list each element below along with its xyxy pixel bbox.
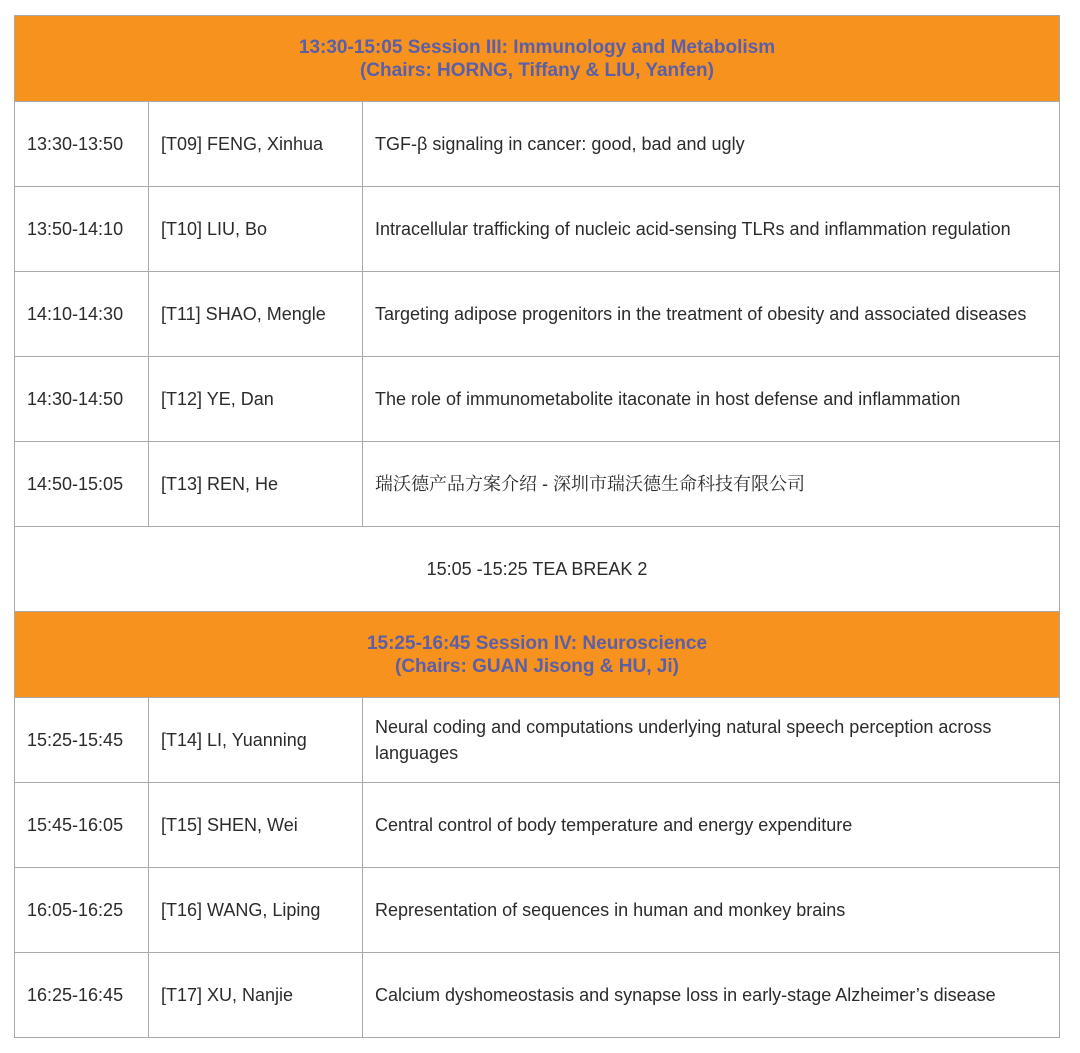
session-chairs: (Chairs: GUAN Jisong & HU, Ji) xyxy=(395,655,679,677)
talk-title: Targeting adipose progenitors in the treatment of obesity and associated diseases xyxy=(363,272,1060,357)
talk-time: 14:10-14:30 xyxy=(15,272,149,357)
session-header-cell xyxy=(15,16,1060,102)
session-title: 15:25-16:45 Session IV: Neuroscience xyxy=(366,632,708,654)
talk-speaker: [T15] SHEN, Wei xyxy=(149,783,363,868)
talk-title: Calcium dyshomeostasis and synapse loss in early-stage Alzheimer’s disease xyxy=(363,953,1060,1038)
talk-speaker: [T14] LI, Yuanning xyxy=(149,698,363,783)
table-row xyxy=(15,187,1060,272)
session-header xyxy=(15,612,1060,698)
table-row xyxy=(15,357,1060,442)
table-row xyxy=(15,953,1060,1038)
session-header xyxy=(15,16,1060,102)
talk-speaker: [T16] WANG, Liping xyxy=(149,868,363,953)
talk-title: Central control of body temperature and energy expenditure xyxy=(363,783,1060,868)
table-row xyxy=(15,272,1060,357)
table-row xyxy=(15,868,1060,953)
talk-speaker: [T12] YE, Dan xyxy=(149,357,363,442)
talk-title: Neural coding and computations underlying natural speech perception across languages xyxy=(363,698,1060,783)
talk-time: 15:45-16:05 xyxy=(15,783,149,868)
talk-time: 15:25-15:45 xyxy=(15,698,149,783)
table-row xyxy=(15,442,1060,527)
talk-speaker: [T17] XU, Nanjie xyxy=(149,953,363,1038)
session-title: 13:30-15:05 Session III: Immunology and Metabolism xyxy=(298,36,776,58)
talk-time: 14:30-14:50 xyxy=(15,357,149,442)
session-header-cell xyxy=(15,612,1060,698)
talk-speaker: [T10] LIU, Bo xyxy=(149,187,363,272)
talk-title: The role of immunometabolite itaconate in host defense and inflammation xyxy=(363,357,1060,442)
talk-time: 13:30-13:50 xyxy=(15,102,149,187)
session-chairs: (Chairs: HORNG, Tiffany & LIU, Yanfen) xyxy=(359,59,714,81)
tea-break-row xyxy=(15,527,1060,612)
schedule-container xyxy=(14,15,1059,1038)
talk-time: 16:25-16:45 xyxy=(15,953,149,1038)
table-row xyxy=(15,102,1060,187)
talk-time: 13:50-14:10 xyxy=(15,187,149,272)
talk-time: 16:05-16:25 xyxy=(15,868,149,953)
talk-time: 14:50-15:05 xyxy=(15,442,149,527)
table-row xyxy=(15,783,1060,868)
table-row xyxy=(15,698,1060,783)
talk-title: TGF-β signaling in cancer: good, bad and ugly xyxy=(363,102,1060,187)
schedule-table xyxy=(14,15,1060,1038)
talk-speaker: [T09] FENG, Xinhua xyxy=(149,102,363,187)
tea-break-label: 15:05 -15:25 TEA BREAK 2 xyxy=(15,527,1060,612)
talk-title: 瑞沃德产品方案介绍 - 深圳市瑞沃德生命科技有限公司 xyxy=(363,442,1060,527)
talk-title: Intracellular trafficking of nucleic acid-sensing TLRs and inflammation regulation xyxy=(363,187,1060,272)
talk-title: Representation of sequences in human and monkey brains xyxy=(363,868,1060,953)
talk-speaker: [T11] SHAO, Mengle xyxy=(149,272,363,357)
talk-speaker: [T13] REN, He xyxy=(149,442,363,527)
